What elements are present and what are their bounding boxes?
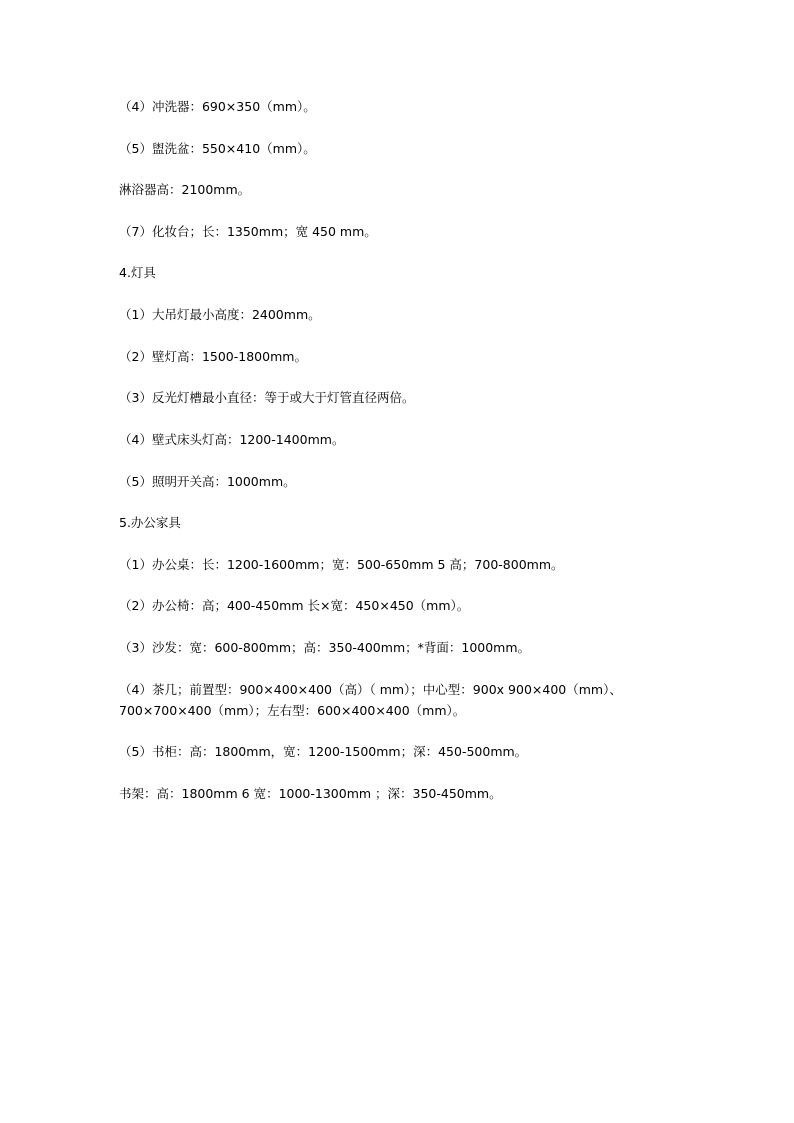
item-washbasin-size: （5）盥洗盆：550×410（mm）。: [119, 141, 316, 156]
item-sofa-size: （3）沙发：宽：600-800mm；高：350-400mm；*背面：1000mm。: [119, 640, 531, 655]
item-bookshelf-size: 书架：高：1800mm 6 宽：1000-1300mm ；深：350-450mm。: [119, 786, 502, 801]
item-flusher-size: （4）冲洗器：690×350（mm）。: [119, 99, 316, 114]
item-cove-light-diameter: （3）反光灯槽最小直径：等于或大于灯管直径两倍。: [119, 390, 415, 405]
item-wall-lamp-height: （2）壁灯高：1500-1800mm。: [119, 349, 307, 364]
item-shower-height: 淋浴器高：2100mm。: [119, 182, 251, 197]
item-office-desk-size: （1）办公桌：长：1200-1600mm；宽：500-650mm 5 高；700-800mm。: [119, 557, 564, 572]
section-heading-office-furniture: 5.办公家具: [119, 515, 181, 530]
item-tea-table-size: （4）茶几；前置型：900×400×400（高）（ mm）；中心型：900x 900×400（mm）、700×700×400（mm）；左右型：600×400×400（mm）。: [119, 682, 622, 718]
item-bookcase-size: （5）书柜：高：1800mm，宽：1200-1500mm；深：450-500mm。: [119, 744, 528, 759]
item-light-switch-height: （5）照明开关高：1000mm。: [119, 474, 296, 489]
item-office-chair-size: （2）办公椅：高；400-450mm 长×宽：450×450（mm）。: [119, 598, 470, 613]
item-dressing-table-size: （7）化妆台；长：1350mm；宽 450 mm。: [119, 224, 377, 239]
item-bedside-lamp-height: （4）壁式床头灯高：1200-1400mm。: [119, 432, 345, 447]
item-chandelier-height: （1）大吊灯最小高度：2400mm。: [119, 307, 321, 322]
section-heading-lamps: 4.灯具: [119, 265, 156, 280]
